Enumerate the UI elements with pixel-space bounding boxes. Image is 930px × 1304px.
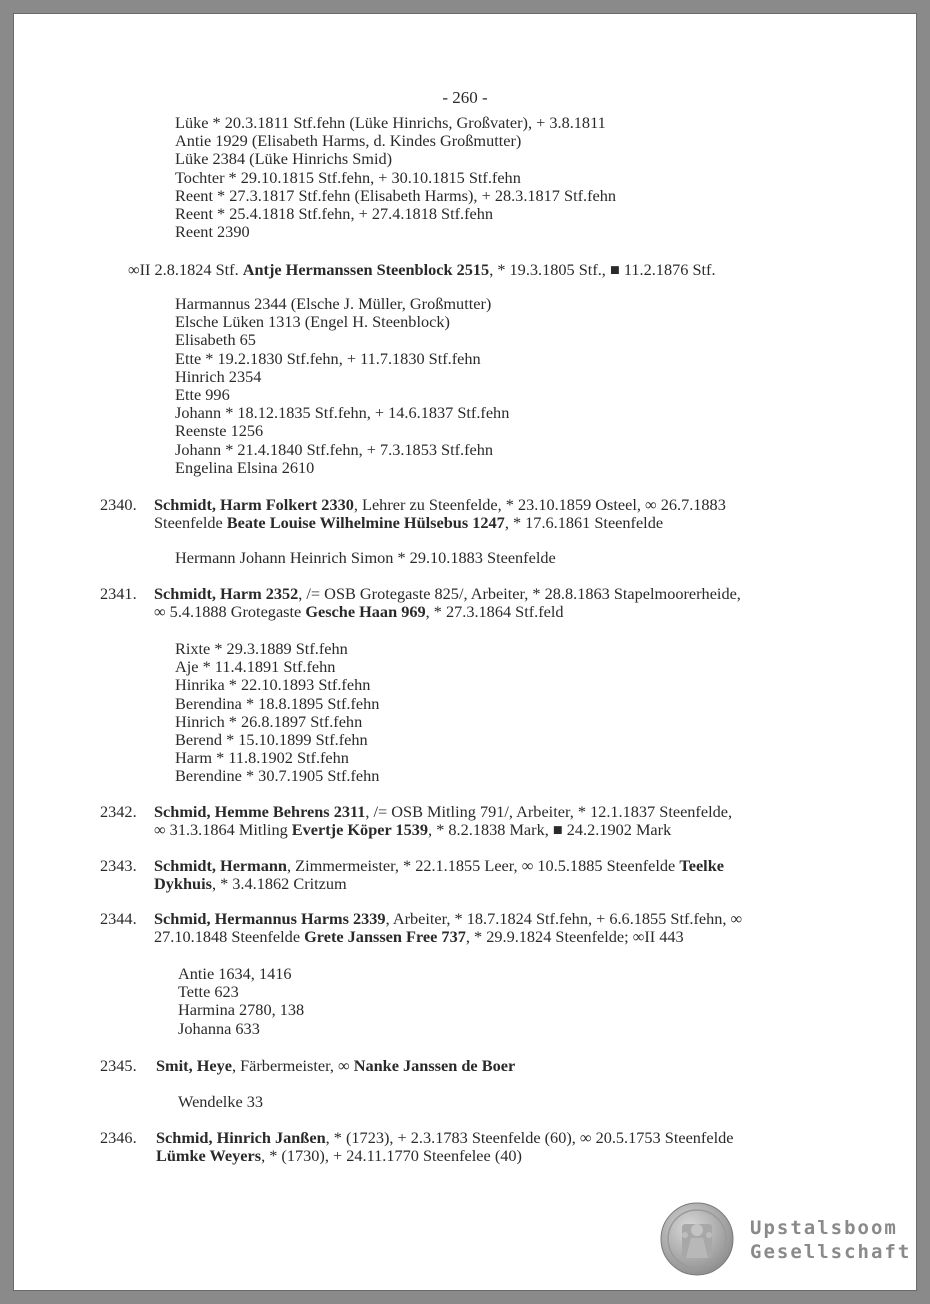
entry-2343-line2: Dykhuis, * 3.4.1862 Critzum <box>154 874 347 893</box>
child-line: Ette * 19.2.1830 Stf.fehn, + 11.7.1830 Stf.fehn <box>175 348 481 368</box>
entry-number: 2343. <box>100 856 137 875</box>
child-line: Tette 623 <box>178 982 239 1002</box>
entry-number: 2341. <box>100 584 137 603</box>
entry-2346-line2: Lümke Weyers, * (1730), + 24.11.1770 Steenfelee (40) <box>156 1146 522 1165</box>
child-line: Johann * 18.12.1835 Stf.fehn, + 14.6.1837 Stf.fehn <box>175 403 510 423</box>
entry-2340-line2: Steenfelde Beate Louise Wilhelmine Hülsebus 1247, * 17.6.1861 Steenfelde <box>154 513 664 532</box>
child-line: Lüke 2384 (Lüke Hinrichs Smid) <box>175 149 393 169</box>
child-line: Harm * 11.8.1902 Stf.fehn <box>175 748 349 768</box>
child-line: Berend * 15.10.1899 Stf.fehn <box>175 730 368 749</box>
child-line: Johann * 21.4.1840 Stf.fehn, + 7.3.1853 Stf.fehn <box>175 439 494 459</box>
child-line: Berendine * 30.7.1905 Stf.fehn <box>175 766 380 786</box>
entry-number: 2346. <box>100 1128 137 1147</box>
entry-2341-line1: Schmidt, Harm 2352, /= OSB Grotegaste 825/, Arbeiter, * 28.8.1863 Stapelmoorerheide, <box>154 584 741 603</box>
entry-number: 2345. <box>100 1056 137 1075</box>
child-line: Antie 1634, 1416 <box>178 964 292 983</box>
child-line: Reent 2390 <box>175 222 250 242</box>
second-marriage-line: ∞II 2.8.1824 Stf. Antje Hermanssen Steenblock 2515, * 19.3.1805 Stf., ■ 11.2.1876 Stf. <box>128 260 716 279</box>
page-number: - 260 - <box>442 88 488 107</box>
child-line: Ette 996 <box>175 385 230 404</box>
child-line: Hinrich 2354 <box>175 366 262 386</box>
child-line: Hinrika * 22.10.1893 Stf.fehn <box>175 675 371 695</box>
society-seal-icon <box>660 1202 734 1276</box>
child-line: Berendina * 18.8.1895 Stf.fehn <box>175 693 380 713</box>
society-name-line1: Upstalsboom <box>750 1217 898 1239</box>
child-line: Hinrich * 26.8.1897 Stf.fehn <box>175 711 363 731</box>
child-line: Rixte * 29.3.1889 Stf.fehn <box>175 639 348 658</box>
entry-2344-line2: 27.10.1848 Steenfelde Grete Janssen Free 737, * 29.9.1824 Steenfelde; ∞II 443 <box>154 927 684 946</box>
entry-2342-line1: Schmid, Hemme Behrens 2311, /= OSB Mitling 791/, Arbeiter, * 12.1.1837 Steenfelde, <box>154 802 733 821</box>
entry-number: 2340. <box>100 495 137 514</box>
child-line: Reenste 1256 <box>175 421 264 441</box>
child-line: Aje * 11.4.1891 Stf.fehn <box>175 657 336 677</box>
entry-2346-line1: Schmid, Hinrich Janßen, * (1723), + 2.3.1783 Steenfelde (60), ∞ 20.5.1753 Steenfelde <box>156 1128 734 1147</box>
child-line: Antie 1929 (Elisabeth Harms, d. Kindes Großmutter) <box>175 131 522 151</box>
entry-2340-child: Hermann Johann Heinrich Simon * 29.10.1883 Steenfelde <box>175 548 556 567</box>
child-line: Harmina 2780, 138 <box>178 1000 305 1020</box>
child-line: Tochter * 29.10.1815 Stf.fehn, + 30.10.1815 Stf.fehn <box>175 167 521 187</box>
child-line: Reent * 27.3.1817 Stf.fehn (Elisabeth Harms), + 28.3.1817 Stf.fehn <box>175 185 617 205</box>
child-line: Elisabeth 65 <box>175 330 256 350</box>
entry-2345-child: Wendelke 33 <box>178 1092 264 1111</box>
child-line: Lüke * 20.3.1811 Stf.fehn (Lüke Hinrichs, Großvater), + 3.8.1811 <box>175 113 606 132</box>
document-page <box>14 14 916 1290</box>
child-line: Engelina Elsina 2610 <box>175 457 315 477</box>
entry-number: 2342. <box>100 802 137 821</box>
entry-2342-line2: ∞ 31.3.1864 Mitling Evertje Köper 1539, * 8.2.1838 Mark, ■ 24.2.1902 Mark <box>154 820 672 839</box>
child-line: Johanna 633 <box>178 1018 260 1038</box>
entry-2341-line2: ∞ 5.4.1888 Grotegaste Gesche Haan 969, * 27.3.1864 Stf.feld <box>154 602 564 621</box>
entry-2344-line1: Schmid, Hermannus Harms 2339, Arbeiter, * 18.7.1824 Stf.fehn, + 6.6.1855 Stf.fehn, ∞ <box>154 909 743 928</box>
society-name-line2: Gesellschaft <box>750 1241 912 1263</box>
child-line: Harmannus 2344 (Elsche J. Müller, Großmutter) <box>175 294 492 313</box>
child-line: Reent * 25.4.1818 Stf.fehn, + 27.4.1818 Stf.fehn <box>175 204 494 223</box>
entry-number: 2344. <box>100 909 137 928</box>
entry-2340-line1: Schmidt, Harm Folkert 2330, Lehrer zu Steenfelde, * 23.10.1859 Osteel, ∞ 26.7.1883 <box>154 495 726 514</box>
entry-2345-line1: Smit, Heye, Färbermeister, ∞ Nanke Janssen de Boer <box>156 1056 516 1075</box>
child-line: Elsche Lüken 1313 (Engel H. Steenblock) <box>175 312 450 332</box>
entry-2343-line1: Schmidt, Hermann, Zimmermeister, * 22.1.1855 Leer, ∞ 10.5.1885 Steenfelde Teelke <box>154 856 724 875</box>
